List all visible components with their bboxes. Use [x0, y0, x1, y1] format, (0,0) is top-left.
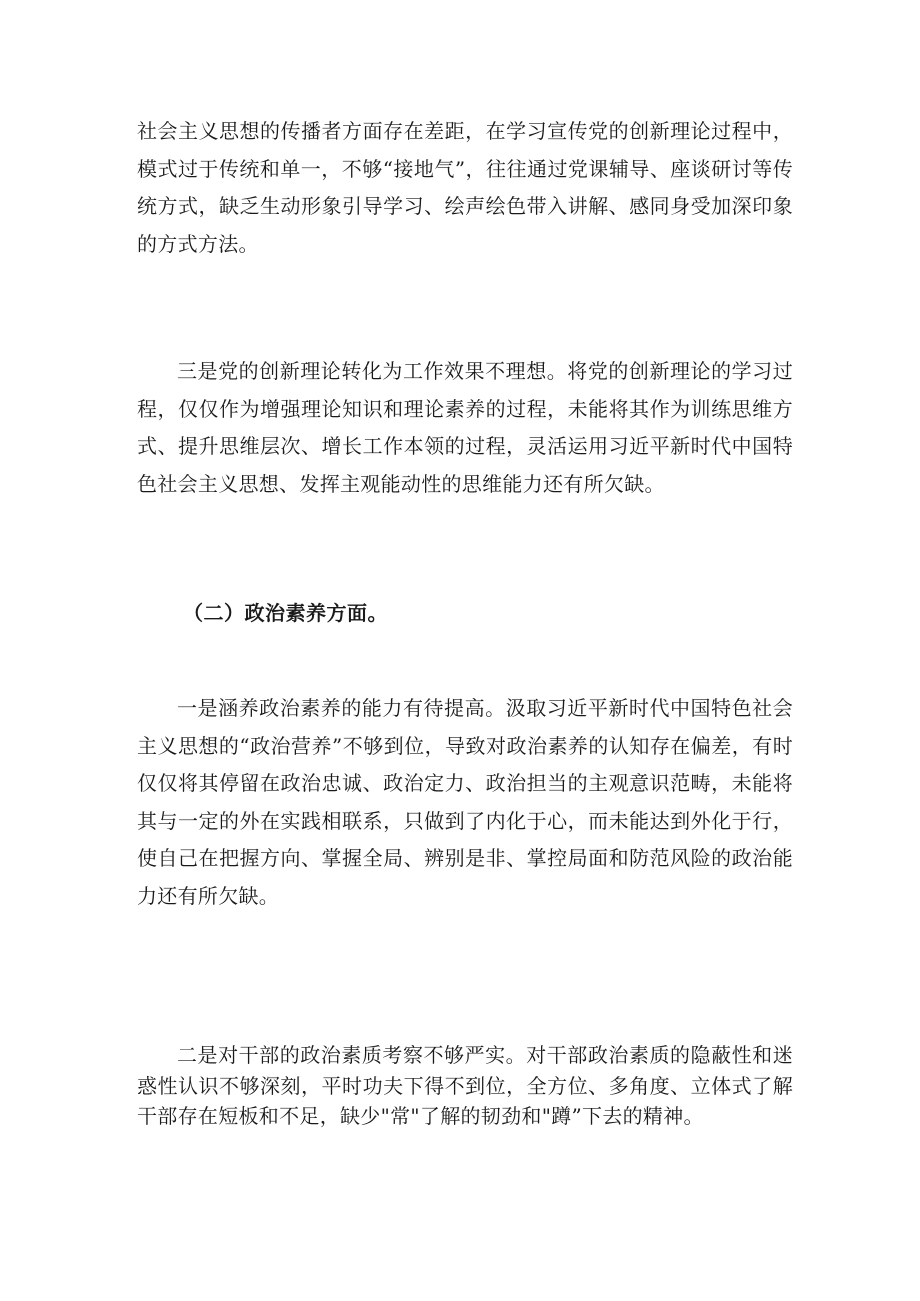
paragraph-cadre-inspection: 二是对干部的政治素质考察不够严实。对干部政治素质的隐蔽性和迷惑性认识不够深刻，平时功夫下得不到位，全方位、多角度、立体式了解干部存在短板和不足，缺少"常"了解的韧劲和"蹲”下去的精神。 [137, 1043, 793, 1128]
section-heading: （二）政治素养方面。 [183, 601, 388, 625]
paragraph-theory-transformation: 三是党的创新理论转化为工作效果不理想。将党的创新理论的学习过程，仅仅作为增强理论知识和理论素养的过程，未能将其作为训练思维方式、提升思维层次、增长工作本领的过程，灵活运用习近平新时代中国特色社会主义思想、发挥主观能动性的思维能力还有所欠缺。 [137, 359, 793, 496]
paragraph-continued: 社会主义思想的传播者方面存在差距，在学习宣传党的创新理论过程中，模式过于传统和单一，不够“接地气”，往往通过党课辅导、座谈研讨等传统方式，缺乏生动形象引导学习、绘声绘色带入讲解、感同身受加深印象的方式方法。 [137, 119, 793, 256]
paragraph-political-cultivation: 一是涵养政治素养的能力有待提高。汲取习近平新时代中国特色社会主义思想的“政治营养”不够到位，导致对政治素养的认知存在偏差，有时仅仅将其停留在政治忠诚、政治定力、政治担当的主观意识范畴，未能将其与一定的外在实践相联系，只做到了内化于心，而未能达到外化于行，使自己在把握方向、掌握全局、辨别是非、掌控局面和防范风险的政治能力还有所欠缺。 [137, 696, 793, 908]
